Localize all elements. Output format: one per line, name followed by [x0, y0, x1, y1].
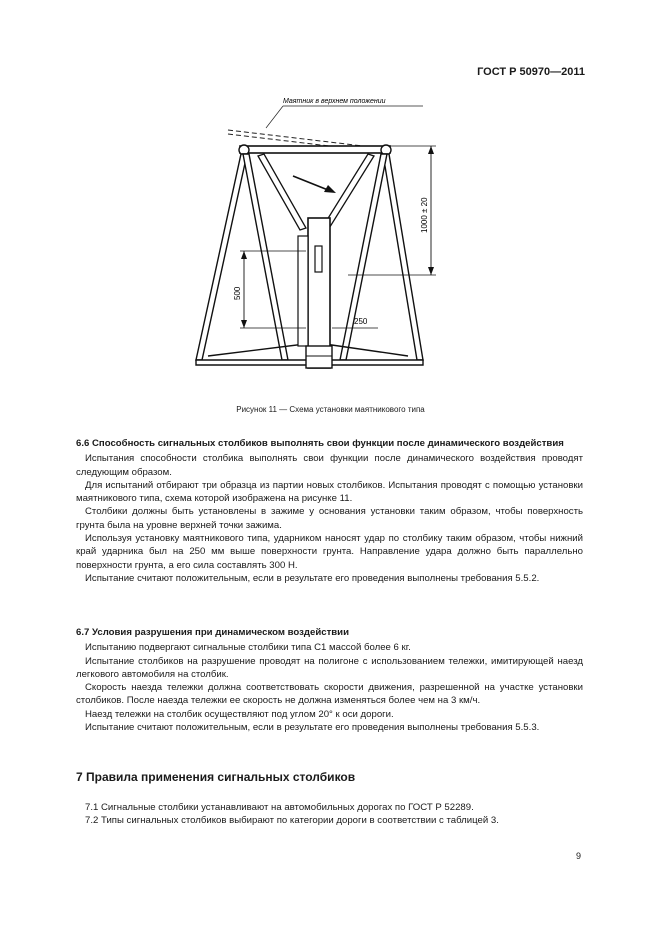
section-6-7-title: 6.7 Условия разрушения при динамическом воздействии: [76, 627, 349, 638]
left-front-leg: [196, 154, 247, 360]
section-6-6-title: 6.6 Способность сигнальных столбиков выполнять свои функции после динамического воздействия: [76, 438, 564, 449]
base-strut-1: [208, 343, 313, 356]
pendulum-installation-figure: [178, 88, 448, 388]
paragraph: Испытания способности столбика выполнять свои функции после динамического воздействия проводят следующим образом.: [76, 453, 583, 478]
paragraph: Наезд тележки на столбик осуществляют под углом 20° к оси дороги.: [85, 708, 394, 720]
dim-500-arrow-top: [241, 251, 247, 259]
dim-500-arrow-bottom: [241, 320, 247, 328]
paragraph: Испытание считают положительным, если в результате его проведения выполнены требования 5.5.3.: [85, 722, 540, 734]
impactor: [298, 236, 308, 346]
dim-250-label: 250: [354, 317, 368, 326]
impact-arrow-line: [293, 176, 328, 190]
document-header: ГОСТ Р 50970—2011: [477, 66, 585, 78]
paragraph: Скорость наезда тележки должна соответствовать скорости движения, разрешенной на участке установки столбиков. После наезда тележки ее скорость не должна изменяться более чем на 3 км/ч.: [76, 682, 583, 707]
section-7-title: 7 Правила применения сигнальных столбиков: [76, 770, 356, 784]
impact-arrow-head: [324, 185, 336, 193]
right-front-leg: [383, 154, 423, 360]
dim-1000-label: 1000 ± 20: [420, 197, 429, 233]
post-reflector: [315, 246, 322, 272]
section-6-7: [76, 626, 583, 734]
section-6-6: [76, 437, 583, 585]
dim-500-label: 500: [233, 286, 242, 300]
top-crossbar: [240, 146, 390, 153]
paragraph: Испытание считают положительным, если в результате его проведения выполнены требования 5.5.2.: [85, 572, 540, 584]
label-leader: [266, 106, 283, 128]
section-7: [76, 801, 583, 828]
paragraph: 7.2 Типы сигнальных столбиков выбирают по категории дороги в соответствии с таблицей 3.: [85, 815, 499, 827]
pendulum-upper-dashed: [228, 130, 363, 146]
figure-label-top: Маятник в верхнем положении: [283, 98, 386, 105]
page-number: 9: [575, 851, 581, 861]
paragraph: Используя установку маятникового типа, ударником наносят удар по столбику таким образом, чтобы нижний край ударника был на 250 мм выше поверхности грунта. Направление удара должно быть параллельно поверхности грунта, а его сила составлять 300 Н.: [76, 533, 583, 571]
right-rear-leg: [340, 154, 387, 360]
paragraph: Столбики должны быть установлены в зажиме у основания установки таким образом, чтобы поверхность грунта была на уровне верхней точки зажима.: [76, 506, 583, 531]
paragraph: Испытание столбиков на разрушение проводят на полигоне с использованием тележки, имитирующей наезд легкового автомобиля на столбик.: [76, 655, 583, 680]
paragraph: Испытанию подвергают сигнальные столбики типа С1 массой более 6 кг.: [85, 642, 411, 654]
dim-1000-arrow-top: [428, 146, 434, 154]
paragraph: 7.1 Сигнальные столбики устанавливают на автомобильных дорогах по ГОСТ Р 52289.: [85, 802, 474, 813]
pendulum-arm-left: [258, 154, 306, 230]
figure-caption: Рисунок 11 — Схема установки маятникового типа: [236, 405, 425, 414]
dim-1000-arrow-bottom: [428, 267, 434, 275]
clamp: [306, 346, 332, 368]
paragraph: Для испытаний отбирают три образца из партии новых столбиков. Испытания проводят с помощью установки маятникового типа, схема которой изображена на рисунке 11.: [76, 479, 583, 505]
